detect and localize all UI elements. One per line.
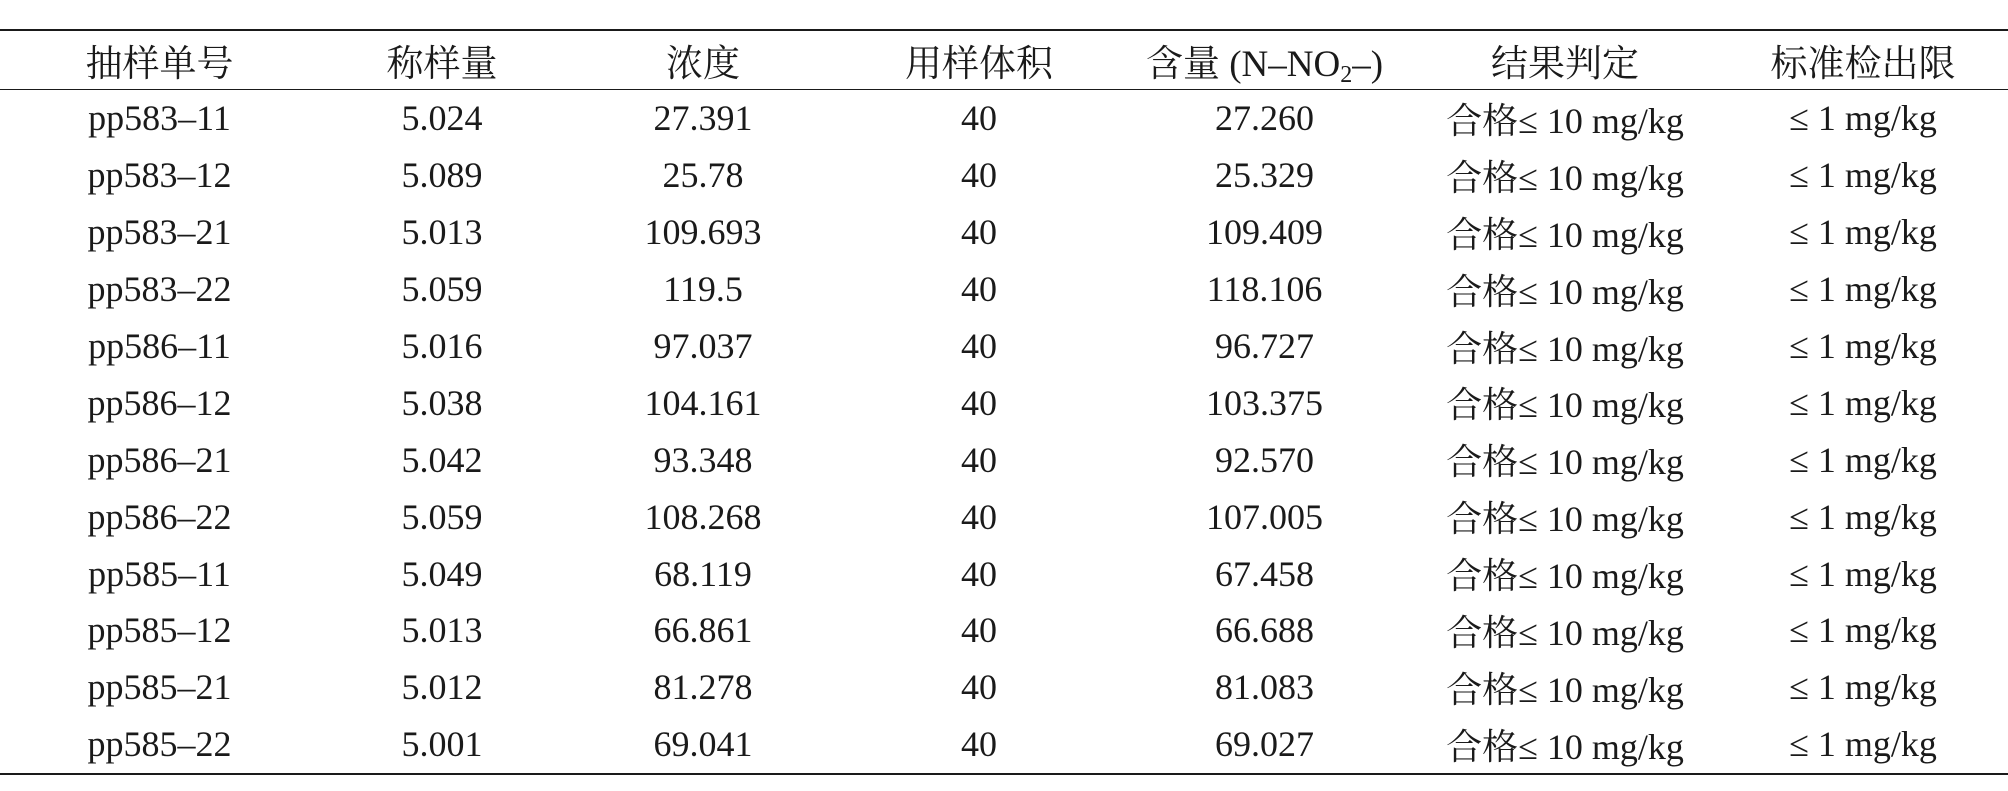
header-limit: 标准检出限	[1770, 44, 1956, 85]
header-weight: 称样量	[386, 44, 498, 85]
cell-content: 67.458	[1215, 553, 1314, 594]
table-body	[0, 90, 2008, 774]
cell-content: 107.005	[1206, 496, 1323, 537]
cell-volume: 40	[961, 98, 997, 139]
cell-limit: ≤ 1 mg/kg	[1789, 326, 1937, 366]
table-row	[0, 90, 2008, 147]
cell-sample-no: pp583–22	[87, 269, 232, 310]
cell-limit: ≤ 1 mg/kg	[1789, 98, 1937, 139]
cell-weight: 5.049	[401, 553, 483, 594]
cell-content: 25.329	[1215, 155, 1314, 196]
results-table	[0, 29, 2008, 775]
cell-result: 合格≤ 10 mg/kg	[1446, 271, 1684, 312]
cell-volume: 40	[961, 326, 997, 366]
cell-concentration: 104.161	[644, 382, 762, 423]
cell-sample-no: pp583–12	[87, 155, 232, 196]
header-content	[1117, 30, 1412, 90]
cell-content: 96.727	[1215, 326, 1314, 366]
cell-sample-no: pp583–11	[88, 98, 231, 139]
table-row	[0, 545, 2008, 602]
cell-result: 合格≤ 10 mg/kg	[1446, 442, 1684, 483]
header-volume: 用样体积	[905, 44, 1053, 85]
cell-content: 92.570	[1215, 439, 1314, 480]
table-row	[0, 716, 2008, 774]
cell-result: 合格≤ 10 mg/kg	[1446, 214, 1684, 255]
table-header	[0, 30, 2008, 90]
cell-volume: 40	[961, 155, 997, 196]
table-row	[0, 204, 2008, 261]
cell-volume: 40	[961, 610, 997, 651]
cell-concentration: 25.78	[662, 155, 744, 196]
cell-limit: ≤ 1 mg/kg	[1789, 667, 1937, 708]
table-row	[0, 261, 2008, 318]
cell-limit: ≤ 1 mg/kg	[1789, 155, 1937, 196]
cell-weight: 5.038	[401, 382, 483, 423]
cell-volume: 40	[961, 212, 997, 253]
cell-limit: ≤ 1 mg/kg	[1789, 724, 1937, 765]
cell-volume: 40	[961, 382, 997, 423]
cell-result: 合格≤ 10 mg/kg	[1446, 612, 1684, 653]
cell-content: 103.375	[1206, 382, 1323, 423]
cell-sample-no: pp585–21	[87, 667, 232, 708]
table-row	[0, 374, 2008, 431]
cell-concentration: 66.861	[653, 610, 753, 651]
cell-sample-no: pp583–21	[87, 212, 232, 253]
cell-volume: 40	[961, 553, 997, 594]
cell-sample-no: pp586–22	[87, 496, 232, 537]
cell-limit: ≤ 1 mg/kg	[1789, 439, 1937, 480]
cell-concentration: 68.119	[654, 553, 752, 594]
cell-limit: ≤ 1 mg/kg	[1789, 269, 1937, 310]
cell-sample-no: pp586–21	[87, 439, 232, 480]
cell-sample-no: pp585–11	[88, 553, 231, 594]
header-content-subscript: 2	[1340, 62, 1353, 88]
cell-result: 合格≤ 10 mg/kg	[1446, 385, 1684, 426]
cell-weight: 5.013	[401, 212, 483, 253]
cell-result: 合格≤ 10 mg/kg	[1446, 100, 1684, 141]
cell-weight: 5.012	[401, 667, 483, 708]
header-result: 结果判定	[1491, 44, 1639, 85]
header-concentration: 浓度	[666, 44, 740, 85]
cell-weight: 5.001	[401, 724, 483, 765]
cell-weight: 5.059	[401, 496, 483, 537]
results-table-container	[0, 29, 2008, 775]
table-row	[0, 659, 2008, 716]
cell-content: 66.688	[1215, 610, 1314, 651]
cell-limit: ≤ 1 mg/kg	[1789, 610, 1937, 651]
cell-content: 109.409	[1206, 212, 1323, 253]
cell-result: 合格≤ 10 mg/kg	[1446, 726, 1684, 767]
cell-weight: 5.016	[401, 326, 483, 366]
cell-volume: 40	[961, 724, 997, 765]
cell-limit: ≤ 1 mg/kg	[1789, 382, 1937, 423]
cell-weight: 5.089	[401, 155, 483, 196]
table-row	[0, 602, 2008, 659]
cell-result: 合格≤ 10 mg/kg	[1446, 669, 1684, 710]
cell-limit: ≤ 1 mg/kg	[1789, 212, 1937, 253]
cell-result: 合格≤ 10 mg/kg	[1446, 556, 1684, 597]
cell-weight: 5.042	[401, 439, 483, 480]
table-row	[0, 431, 2008, 488]
cell-concentration: 81.278	[653, 667, 753, 708]
cell-limit: ≤ 1 mg/kg	[1789, 496, 1937, 537]
cell-result: 合格≤ 10 mg/kg	[1446, 328, 1684, 369]
table-row	[0, 147, 2008, 204]
cell-concentration: 109.693	[644, 212, 762, 253]
cell-concentration: 108.268	[644, 496, 762, 537]
cell-limit: ≤ 1 mg/kg	[1789, 553, 1937, 594]
cell-content: 27.260	[1215, 98, 1314, 139]
cell-volume: 40	[961, 439, 997, 480]
cell-volume: 40	[961, 496, 997, 537]
cell-concentration: 93.348	[653, 439, 753, 480]
table-row	[0, 318, 2008, 375]
table-row	[0, 488, 2008, 545]
cell-concentration: 27.391	[653, 98, 753, 139]
cell-result: 合格≤ 10 mg/kg	[1446, 499, 1684, 540]
cell-sample-no: pp586–11	[88, 326, 231, 366]
header-content-suffix: –)	[1352, 44, 1384, 85]
cell-content: 118.106	[1206, 269, 1323, 310]
header-sample-no: 抽样单号	[85, 44, 234, 85]
cell-concentration: 69.041	[653, 724, 753, 765]
cell-volume: 40	[961, 269, 997, 310]
cell-volume: 40	[961, 667, 997, 708]
cell-result: 合格≤ 10 mg/kg	[1446, 157, 1684, 198]
header-content-prefix: 含量 (N–NO	[1145, 44, 1341, 85]
cell-weight: 5.024	[401, 98, 483, 139]
cell-weight: 5.013	[401, 610, 483, 651]
header-row	[0, 30, 2008, 90]
cell-content: 81.083	[1215, 667, 1314, 708]
cell-sample-no: pp585–22	[87, 724, 232, 765]
cell-content: 69.027	[1215, 724, 1314, 765]
cell-weight: 5.059	[401, 269, 483, 310]
cell-sample-no: pp586–12	[87, 382, 232, 423]
cell-sample-no: pp585–12	[87, 610, 232, 651]
cell-concentration: 97.037	[653, 326, 753, 366]
cell-concentration: 119.5	[663, 269, 743, 310]
